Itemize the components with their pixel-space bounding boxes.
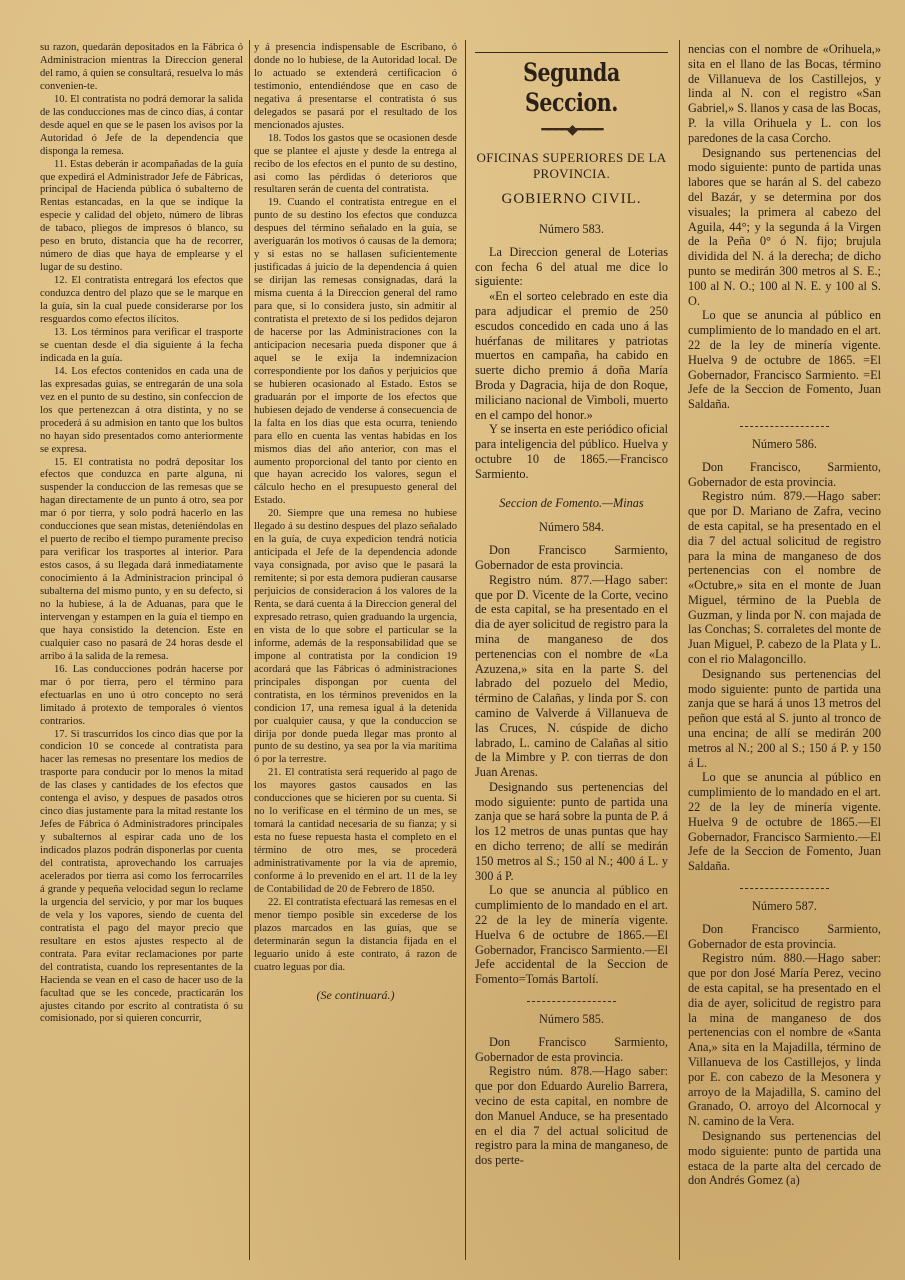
column-1: [40, 42, 243, 1270]
condition-17: 17. Si trascurridos los cinco dias que por la condicion 10 se concede al contratista para hacer las remesas no presentare los medios de trasporte para conducir por lo menos la mitad de las clases y cantidades de los efectos que contenga el aviso, y despues de pasados otros cinco dias justamente para la mitad restante los Jefes de Fábrica ó Administradores principales y subalternos al espirar cada uno de los indicados plazos podrán disponerlas por cuenta del contratista, aprovechando los carruajes acelerados por tierra asi como los ferrocarriles á grande y pequeña velocidad segun lo reclame la urgencia del servicio, y por mar los buques de vela y los vapores, siendo de cuenta del contratista el pago del mayor precio que resultare en estos ajustes respecto al de contrata. Para evitar reclamaciones por parte del contratista, cuando los representantes de la Hacienda se vean en el caso de hacer uso de la facultad que se les concede, practicarán los ajustes citando por escrito al contratista ó su comisionado, por si quieren concurrir,: [40, 728, 243, 1025]
paragraph: Lo que se anuncia al público en cumplimiento de lo mandado en el art. 22 de la ley de minería vigente. Huelva 9 de octubre de 1865. =El Gobernador, Francisco Sarmiento. =El Jefe de la Seccion de Fomento, Juan Saldaña.: [688, 308, 881, 412]
notice-number: Número 585.: [539, 1012, 604, 1027]
paragraph: Don Francisco Sarmiento, Gobernador de esta provincia.: [475, 1034, 668, 1064]
paragraph: Lo que se anuncia al público en cumplimiento de lo mandado en el art. 22 de la ley de minería vigente. Huelva 9 de octubre de 1865.—El Gobernador, Francisco Sarmiento.—El Jefe de la Seccion de Fomento, Juan Saldaña.: [688, 770, 881, 874]
column-4: [688, 42, 881, 1270]
paragraph: Registro núm. 879.—Hago saber: que por D. Mariano de Zafra, vecino de esta capital, se ha presentado en el dia 7 del actual solicitud de registro para la mina de manganeso de dos pertenencias con el nombre de «Octubre,» sita en el monte de Juan Miguel, término de la Puebla de Guzman, y linda por N. con majada de las Conchas; S. corraletes del monte de Juan Miguel, P. cabezo de la Plata y L. con el rio Malagoncillo.: [688, 489, 881, 667]
column-divider: [249, 40, 250, 1260]
paragraph: Designando sus pertenencias del modo siguiente: punto de partida una zanja que se hará sobre la punta de P. á los 12 metros de unas puntas que hay en dicho terreno; de allí se medirán 150 metros al S.; 150 al N.; 400 á L. y 300 á P.: [475, 779, 668, 883]
paragraph: Don Francisco Sarmiento, Gobernador de esta provincia.: [688, 921, 881, 951]
notice-number: Número 587.: [752, 899, 817, 914]
heading-gobierno: GOBIERNO CIVIL.: [501, 191, 642, 207]
condition-21: 21. El contratista será requerido al pago de los mayores gastos causados en las conducciones que se hicieren por su cuenta. Si no lo verifícase en el término de un mes, se tomará la cantidad necesaria de su fianza; y si esta no fuese repuesta hasta el completo en el término de otro mes, se procederá administrativamente por la via de apremio, conforme á lo prevenido en el art. 11 de la ley de Contabilidad de 20 de Febrero de 1850.: [254, 767, 457, 895]
notice-number: Número 583.: [539, 222, 604, 236]
paragraph: Don Francisco, Sarmiento, Gobernador de esta provincia.: [688, 459, 881, 489]
section-title: Segunda Seccion.: [523, 58, 620, 117]
condition-18: 18. Todos los gastos que se ocasionen desde que se plantee el ajuste y desde la entrega al recibo de los efectos en el punto de su destino, asi como las pérdidas ó deterioros que resultaren serán de cuenta del contratista.: [254, 132, 457, 196]
separator: [527, 1001, 616, 1002]
continued-note: (Se continuará.): [316, 987, 395, 1002]
notice-number: Número 586.: [752, 436, 817, 451]
separator: [740, 426, 829, 427]
paragraph: Registro núm. 880.—Hago saber: que por don José María Perez, vecino de esta capital, se ha presentado en el dia de ayer, solicitud de registro para la mina de manganeso de dos pertenencias con el nombre de «Santa Ana,» sita en la Majadilla, término de Villanueva de los Castillejos, y linda por E. con cabezo de la Mesonera y arroyo de la Majadilla, S. camino del Granado, O. arroyo del Alcornocal y N. camino de la Vera.: [688, 951, 881, 1129]
condition-14: 14. Los efectos contenidos en cada una de las expresadas guias, se entregarán de una sola vez en el punto de su destino, sin confeccion de los que pertenezcan á otra distinta, y no se procederá á su admision en tanto que los bultos no hayan sido presentados como anteriormente se expresa.: [40, 365, 243, 455]
condition-10: 10. El contratista no podrá demorar la salida de las conducciones mas de cinco dias, á contar desde aquel en que se le pasen los avisos por la Autoridad ó Jefe de la dependencia que disponga la remesa.: [40, 93, 243, 157]
paragraph: su razon, quedarán depositados en la Fábrica ó Administracion mientras la Direccion general del ramo, á quien se consultará, resuelva lo más convenien-te.: [40, 42, 243, 92]
condition-13: 13. Los términos para verificar el trasporte se cuentan desde el dia siguiente á la fecha indicada en la guía.: [40, 326, 243, 364]
condition-15: 15. El contratista no podrá depositar los efectos que conduzca en parte alguna, ni suspender la conduccion de las remesas que se hagan directamente de un punto á otro, sea por mar ó por tierra, y solo podrá hacerlo en las conducciones que sean mistas, deteniéndolas en el puerto de recibo el tiempo puramente preciso para verificar los trasportes al interior. Para estos casos, á su llegada dará inmediatamente conocimiento á la Administracion principal ó subalterna del mismo punto, y en su defecto, si no la hubiese, á la de Aduanas, para que le intervengan y estampen en la guía el tiempo en que haya consistido la detencion. Este en cualquier caso no pasará de 24 horas desde el arribo á la salida de la remesa.: [40, 456, 243, 662]
ornament-rule: ━━━━◆━━━━: [541, 123, 602, 138]
section-fomento: Seccion de Fomento.—Minas: [499, 495, 644, 510]
column-3: [475, 42, 668, 1270]
heading-offices: OFICINAS SUPERIORES DE LA PROVINCIA.: [476, 150, 667, 181]
paragraph: «En el sorteo celebrado en este dia para adjudicar el premio de 250 escudos concedido en cada uno á las huérfanas de militares y patriotas muertos en campaña, ha cabido en suerte dicho premio á doña María Broda y Dagracia, hija de don Roque, miliciano nacional de Vimboli, muerto en el campo del honor.»: [475, 289, 668, 422]
condition-19: 19. Cuando el contratista entregue en el punto de su destino los efectos que conduzca despues del término señalado en la guía, se averiguarán los motivos ó causas de la demora; y si estas no se hallasen suficientemente justificadas á juicio de la dependencia á quien se dirijan las remesas consignadas, dará la misma cuenta á la Direccion general del ramo para que, si lo considera justo, sin admitir al contratista el pretexto de si los pedidos dejaron de hacerse por las Administraciones con la anticipacion necesaria pueda disponer que á aquel se le exija la indemnizacion correspondiente por los daños y perjuicios que se hubieren ocasionado al Estado. Estos se graduarán por el importe de los efectos que hubiesen dejado de venderse á consecuencia de la falta en los dias que esta ocurra, teniendo para ello en cuenta las ventas habidas en los mismos dias del año anterior, con mas el aumento proporcional del tanto por ciento en que hayan acrecido los valores, segun el cálculo hecho en el presupuesto general del Estado.: [254, 197, 457, 507]
paragraph: nencias con el nombre de «Orihuela,» sita en el llano de las Bocas, término de Villanueva de los Castillejos, y linda al N. con el registro «San Gabriel,» S. llanos y casa de las Bocas, P. la villa Orihuela y L. con los paredones de la casa Corcho.: [688, 42, 881, 145]
paragraph: Registro núm. 877.—Hago saber: que por D. Vicente de la Corte, vecino de esta capital, se ha presentado en el dia de ayer solicitud de registro para la mina de manganeso de dos pertenencias con el nombre de «La Azuzena,» sita en la parte S. del labrado del pozuelo del Medio, término de Calañas, y linda por S. con camino de Valverde á Villanueva de las Cruces, N. cúspide de dicho labrado, L. camino de Calañas al sitio de la Mimbre y P. con tierras de don Juan Arenas.: [475, 572, 668, 780]
condition-16: 16. Las conducciones podrán hacerse por mar ó por tierra, pero el término para efectuarlas en uno ú otro concepto no será limitado á protexto de temporales ó vientos contrarios.: [40, 663, 243, 727]
separator: [740, 888, 829, 889]
column-divider: [679, 40, 680, 1260]
paragraph: Designando sus pertenencias del modo siguiente: punto de partida unas labores que se harán al S. del cabezo del Bazár, y se determina por dos visuales; la primera al cabezo del Aguila, 44°; y la segunda á la Virgen de la Peña 0° ó N. fijo; brujula dividida del N. á la derecha; de dicho punto se medirán 300 metros al S. E.; 100 al N. O.; 100 al N. E. y 100 al S. O.: [688, 145, 881, 308]
paragraph: Designando sus pertenencias del modo siguiente: punto de partida una zanja que se hará á unos 13 metros del peñon que está al S. junto al tronco de una encina; de allí se medirán 200 metros al N.; 200 al S.; 150 á P. y 150 á L.: [688, 666, 881, 770]
column-2: [254, 42, 457, 1270]
paragraph: Lo que se anuncia al público en cumplimiento de lo mandado en el art. 22 de la ley de minería vigente. Huelva 6 de octubre de 1865.—El Gobernador, Francisco Sarmiento.—El Jefe accidental de la Seccion de Fomento=Tomás Bartolí.: [475, 883, 668, 987]
paragraph: La Direccion general de Loterias con fecha 6 del atual me dice lo siguiente:: [475, 244, 668, 289]
condition-20: 20. Siempre que una remesa no hubiese llegado á su destino despues del plazo señalado en la guía, de cuya expedicion tendrá noticia anticipada el Jefe de la dependencia adonde vaya consignada, por aviso que le pasará la remitente; si por esta demora pudieran causarse perjuicios de consideracion á los valores de la Renta, se dará cuenta á la Direccion general del expresado retraso, quien graduando la urgencia, en vista de lo que sobre el particular se la informe, además de la responsabilidad que se impone al contratista por la condicion 19 acordará que las Fábricas ó administraciones principales dispongan por cuenta del contratista, en los términos prevenidos en la condicion 17, una remesa igual á la detenida por cualquier causa, y que la conduccion se dirija por donde pueda llegar mas pronto al punto de su destino, ya sea por la via marítima ó por la terrestre.: [254, 508, 457, 766]
column-divider: [465, 40, 466, 1260]
condition-22: 22. El contratista efectuará las remesas en el menor tiempo posible sin excederse de los plazos marcados en las guías, que se determinarán segun la distancia fijada en el leguario unido á este contrato, á razon de cuatro leguas por dia.: [254, 896, 457, 973]
paragraph: Registro núm. 878.—Hago saber: que por don Eduardo Aurelio Barrera, vecino de esta capital, en nombre de don Manuel Anduce, se ha presentado en el dia 7 del actual solicitud de registro para la mina de manganeso, de dos perte-: [475, 1064, 668, 1168]
condition-11: 11. Estas deberán ir acompañadas de la guía que expedirá el Administrador Jefe de Fábricas, principal de Hacienda pública ó subalterno de Rentas estancadas, en la que se indique la especie y calidad del objeto, número de libras de tabaco, pliegos de impresos ó blanco, su peso en bruto, distancia que ha de recorrer, número de dias que haya de emplearse y el lugar de su destino.: [40, 158, 243, 274]
paragraph: Y se inserta en este periódico oficial para inteligencia del público. Huelva y octubre 10 de 1865.—Francisco Sarmiento.: [475, 422, 668, 481]
condition-12: 12. El contratista entregará los efectos que conduzca dentro del plazo que se le marque en la guía, sin la cual puede considerarse por los resguardos como efectos ilícitos.: [40, 275, 243, 326]
paragraph: Designando sus pertenencias del modo siguiente: punto de partida una estaca de la parte alta del cercado de don Andrés Gomez (a): [688, 1128, 881, 1188]
paragraph: y á presencia indispensable de Escribano, ó donde no lo hubiese, de la Autoridad local. De lo actuado se extenderá certificacion ó testimonio, entendiéndose que en caso de negativa á presentarse el contratista ó sus delegados se pasará por el resultado de los mencionados ajustes.: [254, 42, 457, 131]
paragraph: Don Francisco Sarmiento, Gobernador de esta provincia.: [475, 543, 668, 572]
notice-number: Número 584.: [539, 520, 604, 535]
